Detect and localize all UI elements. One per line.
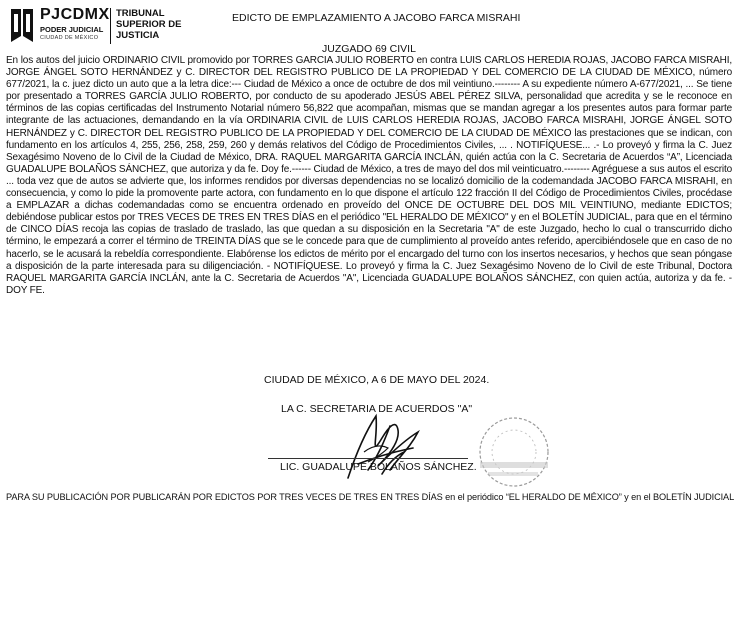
signature-line xyxy=(268,458,468,459)
signer-name: LIC. GUADALUPE BOLAÑOS SÁNCHEZ. xyxy=(280,461,477,473)
logo-institution-line-2: SUPERIOR DE xyxy=(116,19,182,30)
pjcdmx-logo xyxy=(6,5,184,47)
document-title: EDICTO DE EMPLAZAMIENTO A JACOBO FARCA MISRAHI xyxy=(232,12,521,24)
logo-divider xyxy=(110,8,111,44)
edict-body: En los autos del juicio ORDINARIO CIVIL promovido por TORRES GARCIA JULIO ROBERTO en contra LUIS CARLOS HEREDIA ROJAS, JACOBO FARCA MISRAHI, JORGE ÁNGEL SOTO HERNÁNDEZ y C. DIRECTOR DEL REGISTRO PUBLICO DE LA PROPIEDAD Y DEL COMERCIO DE LA CIUDAD DE MÉXICO, número 677/2021, la c. juez dicto un auto que a la letra dice:--- Ciudad de México a once de octubre de dos mil veintiuno.-------- A su expediente número A-677/2021, ... Se tiene por presentado a TORRES GARCÍA JULIO ROBERTO, por conducto de su apoderado JESÚS ABEL PÉREZ SILVA, personalidad que acredita y se le reconoce en términos de las copias certificadas del Instrumento Notarial número 56,822 que acompañan, mismas que se mandan agregar a los presentes autos para formar parte integrante de las actuaciones, demandando en la vía ORDINARIA CIVIL de LUIS CARLOS HEREDIA ROJAS, JACOBO FARCA MISRAHI, JORGE ÁNGEL SOTO HERNÁNDEZ y C. DIRECTOR DEL REGISTRO PUBLICO DE LA PROPIEDAD Y DEL COMERCIO DE LA CIUDAD DE MÉXICO las prestaciones que se indican, con fundamento en los artículos 4, 255, 256, 258, 259, 260 y demás relativos del Código de Procedimientos Civiles, ... . NOTIFÍQUESE... .- Lo proveyó y firma la C. Juez Sexagésimo Noveno de lo Civil de la Ciudad de México, DRA. RAQUEL MARGARITA GARCÍA INCLÁN, quién actúa con la C. Secretaria de Acuerdos “A”, Licenciada GUADALUPE BOLAÑOS SÁNCHEZ, que autoriza y da fe. Doy fe.------ Ciudad de México, a tres de mayo del dos mil veinticuatro.-------- Agréguese a sus autos el escrito ... toda vez que de autos se advierte que, los informes rendidos por diversas dependencias no se localizó domicilio de la codemandada JACOBO FARCA MISRAHI, en consecuencia, y como lo pide la promovente parte actora, con fundamento en lo que dispone el artículo 122 fracción II del Código de Procedimientos Civiles, procédase a EMPLAZAR a dichas codemandadas como se encuentra ordenado en proveído del ONCE DE OCTUBRE DEL DOS MIL VEINTIUNO, mediante EDICTOS; debiéndose publicar estos por TRES VECES DE TRES EN TRES DÍAS en el periódico "EL HERALDO DE MÉXICO" y en el BOLETÍN JUDICIAL, para que en el término de CINCO DÍAS recoja las copias de traslado de traslado, las que quedan a su disposición en la Secretaria "A" de este Juzgado, hecho lo cual o transcurrido dicho término, le empezará a correr el término de TREINTA DÍAS que se le concede para que de cumplimiento al proveído antes referido, apercibiéndosele que en caso de no hacerlo, se le acusará la rebeldía correspondiente. Elabórense los edictos de mérito por el encargado del turno con los insertos necesarios, y hechos que sean póngase a disposición de la parte interesada para su diligenciación. - NOTIFÍQUESE. Lo proveyó y firma la C. Juez Sexagésimo Noveno de lo Civil de este Tribunal, Doctora RAQUEL MARGARITA GARCÍA INCLÁN, ante la C. Secretaria de Acuerdos "A", Licenciada GUADALUPE BOLAÑOS SÁNCHEZ, con quien actúa, autoriza y da fe. - DOY FE. xyxy=(6,55,732,296)
logo-institution-line-1: TRIBUNAL xyxy=(116,8,165,19)
court-seal-stamp-icon xyxy=(470,412,558,492)
handwritten-signature-icon xyxy=(338,408,428,488)
city-date: CIUDAD DE MÉXICO, A 6 DE MAYO DEL 2024. xyxy=(264,374,490,386)
logo-subtitle-city: CIUDAD DE MÉXICO xyxy=(40,35,99,41)
secretary-title: LA C. SECRETARIA DE ACUERDOS "A" xyxy=(281,403,473,415)
logo-institution-line-3: JUSTICIA xyxy=(116,30,160,41)
court-name: JUZGADO 69 CIVIL xyxy=(322,43,416,55)
logo-subtitle: PODER JUDICIAL xyxy=(40,25,104,34)
logo-institution xyxy=(116,8,181,41)
publication-footer: PARA SU PUBLICACIÓN POR PUBLICARÁN POR EDICTOS POR TRES VECES DE TRES EN TRES DÍAS en el periódico “EL HERALDO DE MÉXICO” y en el BOLETÍN JUDICIAL xyxy=(6,492,735,502)
pjcdmx-emblem-icon xyxy=(8,6,36,44)
logo-brand: PJCDMX xyxy=(40,6,110,23)
